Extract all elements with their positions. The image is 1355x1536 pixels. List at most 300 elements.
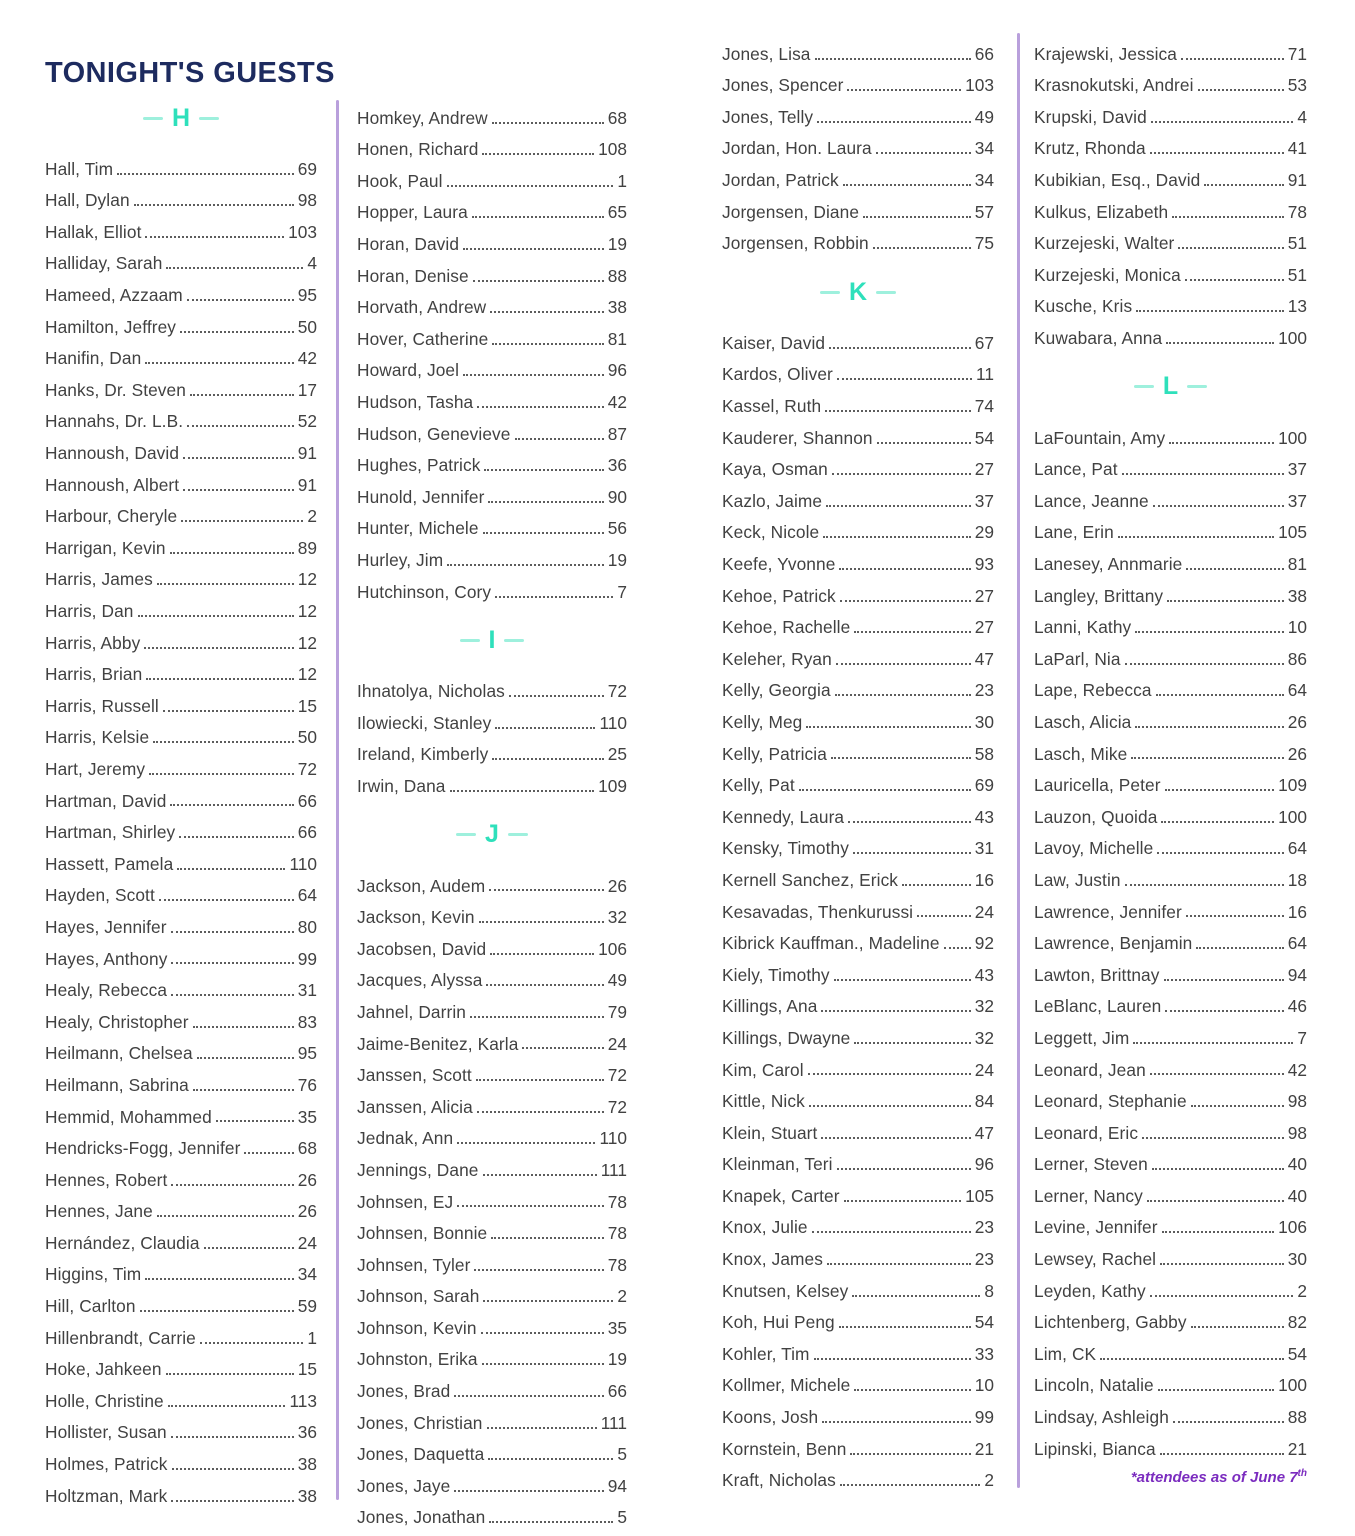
dot-leader (1131, 757, 1283, 759)
dot-leader (454, 1490, 603, 1492)
guest-name: Jacques, Alyssa (357, 970, 483, 991)
guest-name: Ilowiecki, Stanley (357, 712, 492, 733)
table-number: 37 (1287, 459, 1307, 480)
guest-entry (722, 1238, 994, 1270)
table-number: 54 (974, 427, 994, 448)
guest-entry (722, 1017, 994, 1049)
guest-entry (1034, 512, 1307, 544)
guest-entry (722, 638, 994, 670)
table-number: 25 (607, 744, 627, 765)
guest-name: Ihnatolya, Nicholas (357, 681, 505, 702)
guest-entry (45, 180, 317, 212)
table-number: 29 (974, 522, 994, 543)
guest-entry (357, 765, 627, 797)
table-number: 34 (297, 1264, 317, 1285)
table-number: 78 (607, 1254, 627, 1275)
guest-entry (45, 1001, 317, 1033)
table-number: 78 (607, 1191, 627, 1212)
guest-name: Lape, Rebecca (1034, 680, 1152, 701)
guest-entry (722, 1080, 994, 1112)
table-number: 17 (297, 379, 317, 400)
guest-name: Keck, Nicole (722, 522, 820, 543)
dot-leader (832, 473, 971, 475)
dot-leader (1152, 1168, 1284, 1170)
dot-leader (159, 899, 294, 901)
table-number: 43 (974, 964, 994, 985)
guest-name: Kernell Sanchez, Erick (722, 869, 899, 890)
guest-name: Hemmid, Mohammed (45, 1106, 212, 1127)
guest-entry (722, 1207, 994, 1239)
guest-entry (45, 1412, 317, 1444)
guest-entry (722, 543, 994, 575)
guest-entry (357, 413, 627, 445)
guest-name: Keefe, Yvonne (722, 554, 836, 575)
guest-name: Krupski, David (1034, 106, 1147, 127)
guest-name: Jordan, Hon. Laura (722, 138, 872, 159)
dot-leader (1147, 1200, 1284, 1202)
guest-entry (45, 1064, 317, 1096)
dot-leader (1181, 58, 1284, 60)
guest-entry (1034, 922, 1307, 954)
table-number: 94 (607, 1475, 627, 1496)
dot-leader (490, 953, 594, 955)
table-number: 109 (598, 775, 627, 796)
guest-entry (1034, 1365, 1307, 1397)
table-number: 56 (607, 518, 627, 539)
guest-entry (357, 991, 627, 1023)
guest-entry (722, 449, 994, 481)
guest-name: Lincoln, Natalie (1034, 1375, 1154, 1396)
table-number: 30 (1287, 1249, 1307, 1270)
guest-entry (45, 1475, 317, 1507)
dot-leader (117, 173, 294, 175)
guest-name: Hannoush, David (45, 443, 180, 464)
guest-name: Jones, Lisa (722, 43, 811, 64)
guest-name: LaFountain, Amy (1034, 427, 1166, 448)
guest-entry (357, 1339, 627, 1371)
guest-entry (722, 33, 994, 65)
table-number: 54 (974, 1312, 994, 1333)
dot-leader (1150, 152, 1284, 154)
dot-leader (822, 1421, 971, 1423)
dot-leader (839, 1326, 971, 1328)
dot-leader (187, 299, 294, 301)
dot-leader (172, 1468, 294, 1470)
dot-leader (854, 1389, 970, 1391)
table-number: 93 (974, 554, 994, 575)
guest-name: Kelly, Georgia (722, 680, 831, 701)
table-number: 26 (1287, 711, 1307, 732)
guest-name: Klein, Stuart (722, 1122, 818, 1143)
guest-entry (722, 954, 994, 986)
guest-name: Hurley, Jim (357, 550, 444, 571)
guest-entry (357, 1181, 627, 1213)
table-number: 23 (974, 1249, 994, 1270)
table-number: 105 (965, 1185, 994, 1206)
guest-entry (722, 191, 994, 223)
section-letter: K (848, 277, 868, 306)
dot-leader (492, 758, 603, 760)
guest-entry (45, 1159, 317, 1191)
guest-name: Lawton, Brittnay (1034, 964, 1160, 985)
dot-leader (854, 631, 970, 633)
dot-leader (809, 1105, 971, 1107)
dot-leader (171, 1436, 294, 1438)
guest-entry (45, 906, 317, 938)
table-number: 27 (974, 585, 994, 606)
dot-leader (490, 311, 604, 313)
guest-name: Kornstein, Benn (722, 1438, 847, 1459)
guest-entry (357, 1434, 627, 1466)
guest-entry (357, 476, 627, 508)
guest-name: Hennes, Robert (45, 1169, 168, 1190)
guest-name: Kelly, Pat (722, 775, 795, 796)
dot-leader (171, 962, 293, 964)
dot-leader (488, 501, 603, 503)
table-number: 98 (1287, 1122, 1307, 1143)
dash-icon (456, 833, 476, 836)
guest-entry (45, 938, 317, 970)
table-number: 100 (1278, 427, 1307, 448)
guest-name: Kuwabara, Anna (1034, 328, 1163, 349)
table-number: 34 (974, 170, 994, 191)
guest-entry (45, 243, 317, 275)
dot-leader (489, 889, 604, 891)
table-number: 64 (1287, 838, 1307, 859)
guest-entry (722, 354, 994, 386)
table-number: 90 (607, 486, 627, 507)
guest-entry (722, 1333, 994, 1365)
table-number: 80 (297, 916, 317, 937)
guest-name: Hutchinson, Cory (357, 581, 492, 602)
table-number: 24 (974, 1059, 994, 1080)
dot-leader (1157, 852, 1283, 854)
guest-name: Jordan, Patrick (722, 170, 839, 191)
table-number: 37 (1287, 490, 1307, 511)
dot-leader (1125, 663, 1284, 665)
table-number: 12 (297, 632, 317, 653)
table-number: 21 (1287, 1438, 1307, 1459)
dot-leader (134, 204, 294, 206)
dot-leader (473, 280, 604, 282)
guest-name: Keleher, Ryan (722, 648, 832, 669)
table-number: 4 (307, 253, 317, 274)
table-number: 92 (974, 933, 994, 954)
guest-name: Jones, Jonathan (357, 1507, 486, 1528)
guest-name: Hillenbrandt, Carrie (45, 1327, 196, 1348)
guest-entry (357, 318, 627, 350)
dot-leader (873, 247, 971, 249)
dot-leader (171, 931, 294, 933)
guest-name: Kraft, Nicholas (722, 1470, 836, 1491)
guest-entry (45, 496, 317, 528)
guest-name: Lipinski, Bianca (1034, 1438, 1156, 1459)
dot-leader (470, 1016, 604, 1018)
guest-entry (45, 811, 317, 843)
guest-name: Koh, Hui Peng (722, 1312, 835, 1333)
guest-entry (722, 796, 994, 828)
guest-entry (357, 1465, 627, 1497)
guest-name: Kehoe, Patrick (722, 585, 836, 606)
table-number: 51 (1287, 264, 1307, 285)
table-number: 100 (1278, 1375, 1307, 1396)
guest-entry (1034, 986, 1307, 1018)
guest-entry (45, 1443, 317, 1475)
dot-leader (474, 1269, 603, 1271)
table-number: 103 (965, 75, 994, 96)
table-number: 106 (1278, 1217, 1307, 1238)
table-number: 32 (607, 907, 627, 928)
table-number: 72 (607, 1096, 627, 1117)
guest-name: Jones, Jaye (357, 1475, 451, 1496)
table-number: 68 (297, 1138, 317, 1159)
dot-leader (149, 773, 294, 775)
dot-leader (187, 425, 294, 427)
guest-name: Janssen, Scott (357, 1065, 472, 1086)
guest-entry (357, 1370, 627, 1402)
guest-entry (1034, 317, 1307, 349)
table-number: 110 (289, 853, 317, 874)
guest-name: Hartman, David (45, 790, 167, 811)
guest-entry (1034, 859, 1307, 891)
dot-leader (216, 1120, 294, 1122)
guest-name: Hassett, Pamela (45, 853, 174, 874)
guest-name: Kehoe, Rachelle (722, 617, 851, 638)
dot-leader (170, 552, 294, 554)
guest-name: Hernández, Claudia (45, 1232, 200, 1253)
table-number: 113 (289, 1390, 317, 1411)
guest-name: Kaya, Osman (722, 459, 828, 480)
guest-entry (357, 1149, 627, 1181)
guest-entry (357, 1307, 627, 1339)
guest-entry (45, 780, 317, 812)
section-header-L (1034, 369, 1307, 405)
dot-leader (1161, 821, 1274, 823)
dot-leader (847, 89, 961, 91)
dot-leader (193, 1026, 294, 1028)
table-number: 71 (1287, 43, 1307, 64)
table-number: 23 (974, 1217, 994, 1238)
guest-name: Johnston, Erika (357, 1349, 478, 1370)
guest-entry (722, 417, 994, 449)
table-number: 12 (297, 569, 317, 590)
table-number: 49 (974, 106, 994, 127)
dot-leader (1165, 789, 1275, 791)
dot-leader (1186, 915, 1284, 917)
dot-leader (477, 1111, 604, 1113)
table-number: 89 (297, 537, 317, 558)
section-letter: J (485, 820, 499, 849)
guest-name: Kazlo, Jaime (722, 490, 823, 511)
dot-leader (850, 1453, 970, 1455)
guest-name: Krutz, Rhonda (1034, 138, 1146, 159)
table-number: 98 (297, 190, 317, 211)
table-number: 110 (599, 712, 627, 733)
table-number: 31 (974, 838, 994, 859)
guest-name: Lasch, Mike (1034, 743, 1128, 764)
guest-entry (722, 701, 994, 733)
guest-entry (722, 65, 994, 97)
guest-name: Higgins, Tim (45, 1264, 142, 1285)
guest-name: Johnsen, EJ (357, 1191, 454, 1212)
table-number: 109 (1278, 775, 1307, 796)
guest-name: Lerner, Steven (1034, 1154, 1148, 1175)
table-number: 72 (607, 1065, 627, 1086)
guest-name: Irwin, Dana (357, 775, 446, 796)
dot-leader (1160, 1263, 1284, 1265)
guest-name: Hall, Dylan (45, 190, 130, 211)
guest-name: Jahnel, Darrin (357, 1001, 466, 1022)
guest-entry (1034, 1144, 1307, 1176)
guest-name: Hall, Tim (45, 158, 114, 179)
guest-column (1034, 33, 1307, 1460)
guest-name: Horan, David (357, 234, 460, 255)
guest-entry (45, 1254, 317, 1286)
table-number: 7 (1297, 1027, 1307, 1048)
guest-entry (357, 381, 627, 413)
guest-name: Healy, Christopher (45, 1011, 189, 1032)
section-header-H (45, 100, 317, 136)
dot-leader (522, 1047, 603, 1049)
attendees-note-text: *attendees as of June 7 (1130, 1469, 1298, 1486)
dot-leader (484, 469, 603, 471)
guest-name: LaParl, Nia (1034, 648, 1121, 669)
guest-entry (357, 539, 627, 571)
guest-entry (45, 622, 317, 654)
guest-name: Hoke, Jahkeen (45, 1359, 162, 1380)
table-number: 27 (974, 459, 994, 480)
guest-name: Kubikian, Esq., David (1034, 170, 1201, 191)
table-number: 2 (307, 506, 317, 527)
dot-leader (1178, 247, 1283, 249)
guest-name: Homkey, Andrew (357, 107, 488, 128)
guest-column (722, 33, 994, 1491)
dot-leader (1136, 310, 1284, 312)
dot-leader (854, 1042, 970, 1044)
table-number: 64 (1287, 680, 1307, 701)
guest-name: Lasch, Alicia (1034, 711, 1132, 732)
table-number: 74 (974, 396, 994, 417)
table-number: 99 (297, 948, 317, 969)
guest-name: Hanks, Dr. Steven (45, 379, 186, 400)
guest-entry (357, 223, 627, 255)
guest-entry (722, 922, 994, 954)
guest-name: Horan, Denise (357, 265, 469, 286)
dot-leader (476, 1079, 604, 1081)
table-number: 59 (297, 1296, 317, 1317)
dot-leader (1196, 947, 1283, 949)
dot-leader (843, 184, 971, 186)
guest-name: Koons, Josh (722, 1407, 819, 1428)
guest-name: Knox, Julie (722, 1217, 808, 1238)
guest-name: Langley, Brittany (1034, 585, 1164, 606)
guest-entry (722, 128, 994, 160)
guest-entry (1034, 954, 1307, 986)
table-number: 26 (1287, 743, 1307, 764)
guest-entry (45, 338, 317, 370)
guest-name: Kelly, Patricia (722, 743, 827, 764)
guest-name: Krasnokutski, Andrei (1034, 75, 1194, 96)
table-number: 12 (297, 601, 317, 622)
dot-leader (799, 789, 971, 791)
table-number: 98 (1287, 1091, 1307, 1112)
guest-entry (1034, 891, 1307, 923)
table-number: 88 (1287, 1407, 1307, 1428)
guest-name: Hendricks-Fogg, Jennifer (45, 1138, 241, 1159)
guest-name: Kittle, Nick (722, 1091, 805, 1112)
guest-entry (357, 160, 627, 192)
page-title: TONIGHT'S GUESTS (45, 57, 335, 90)
dot-leader (171, 1500, 293, 1502)
dot-leader (823, 536, 971, 538)
table-number: 99 (974, 1407, 994, 1428)
guest-entry (722, 1365, 994, 1397)
dot-leader (837, 1168, 971, 1170)
table-number: 51 (1287, 233, 1307, 254)
guest-entry (45, 1380, 317, 1412)
guest-entry (357, 350, 627, 382)
table-number: 5 (617, 1444, 627, 1465)
table-number: 106 (598, 938, 627, 959)
dot-leader (812, 1231, 971, 1233)
guest-entry (1034, 254, 1307, 286)
guest-name: Hennes, Jane (45, 1201, 153, 1222)
table-number: 36 (607, 455, 627, 476)
guest-name: Kelly, Meg (722, 711, 803, 732)
table-number: 16 (1287, 901, 1307, 922)
guest-name: Harbour, Cheryle (45, 506, 178, 527)
guest-name: Knapek, Carter (722, 1185, 840, 1206)
dash-icon (199, 117, 219, 120)
dash-icon (820, 291, 840, 294)
guest-entry (1034, 670, 1307, 702)
dot-leader (491, 1237, 604, 1239)
guest-entry (45, 432, 317, 464)
table-number: 111 (600, 1159, 627, 1180)
guest-name: Johnsen, Bonnie (357, 1223, 488, 1244)
guest-name: Lim, CK (1034, 1343, 1097, 1364)
dot-leader (482, 153, 594, 155)
guest-name: Healy, Rebecca (45, 980, 168, 1001)
table-number: 78 (1287, 201, 1307, 222)
guest-entry (722, 159, 994, 191)
dot-leader (1118, 536, 1274, 538)
dot-leader (1191, 1326, 1284, 1328)
table-number: 91 (297, 443, 317, 464)
guest-name: Kim, Carol (722, 1059, 804, 1080)
dot-leader (1150, 1295, 1294, 1297)
dot-leader (495, 596, 613, 598)
guest-name: Law, Justin (1034, 869, 1121, 890)
dot-leader (181, 520, 303, 522)
guest-name: Holtzman, Mark (45, 1485, 168, 1506)
dot-leader (863, 216, 971, 218)
guest-name: Lawrence, Jennifer (1034, 901, 1182, 922)
guest-name: Lichtenberg, Gabby (1034, 1312, 1187, 1333)
dash-icon (143, 117, 163, 120)
table-number: 4 (1297, 106, 1307, 127)
dot-leader (1153, 505, 1284, 507)
guest-name: Kiely, Timothy (722, 964, 830, 985)
dot-leader (1135, 726, 1283, 728)
table-number: 57 (974, 201, 994, 222)
dot-leader (1166, 342, 1274, 344)
guest-entry (722, 223, 994, 255)
guest-entry (1034, 543, 1307, 575)
table-number: 78 (607, 1223, 627, 1244)
guest-name: Kensky, Timothy (722, 838, 849, 859)
table-number: 2 (617, 1286, 627, 1307)
